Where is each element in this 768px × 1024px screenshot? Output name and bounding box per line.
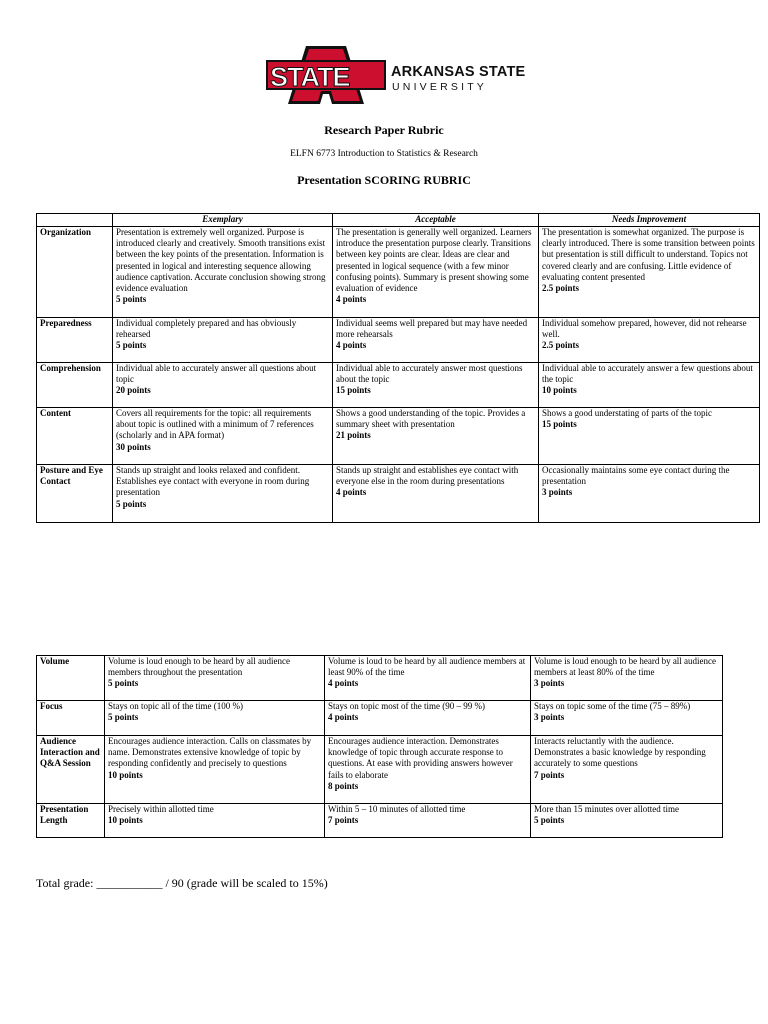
rating-points: 21 points bbox=[336, 430, 371, 441]
rating-points: 5 points bbox=[116, 498, 147, 509]
rating-description: Precisely within allotted time bbox=[108, 804, 214, 814]
criterion-presentation-length: Presentation Length bbox=[37, 804, 105, 838]
rating-points: 5 points bbox=[108, 712, 139, 723]
rating-points: 20 points bbox=[116, 385, 151, 396]
rating-description: Individual able to accurately answer a few questions about the topic bbox=[542, 363, 753, 385]
rating-cell bbox=[325, 804, 531, 838]
rating-points: 10 points bbox=[542, 385, 577, 396]
rating-points: 8 points bbox=[328, 780, 359, 791]
rating-cell bbox=[333, 408, 539, 465]
rating-description: Individual able to accurately answer all questions about topic bbox=[116, 363, 317, 385]
rating-points: 4 points bbox=[328, 712, 359, 723]
table-row bbox=[37, 465, 760, 523]
rating-points: 3 points bbox=[542, 487, 573, 498]
rating-description: Encourages audience interaction. Calls on classmates by name. Demonstrates extensive knowledge of topic by responding confidently and precisely to questions bbox=[108, 736, 312, 769]
table-row bbox=[37, 804, 723, 838]
rating-points: 10 points bbox=[108, 769, 143, 780]
rating-description: Volume is loud to be heard by all audience members at least 90% of the time bbox=[328, 656, 526, 678]
rating-cell bbox=[325, 656, 531, 701]
rating-points: 4 points bbox=[336, 487, 367, 498]
rating-cell bbox=[113, 363, 333, 408]
rating-cell bbox=[113, 408, 333, 465]
rating-description: Stands up straight and looks relaxed and confident. Establishes eye contact with everyone in room during presentation bbox=[116, 465, 310, 498]
header-exemplary: Exemplary bbox=[113, 214, 333, 227]
rating-description: Volume is loud enough to be heard by all audience members throughout the presentation bbox=[108, 656, 291, 678]
rating-description: Occasionally maintains some eye contact during the presentation bbox=[542, 465, 730, 487]
course-title: ELFN 6773 Introduction to Statistics & Research bbox=[290, 149, 478, 159]
table-row bbox=[37, 408, 760, 465]
rating-cell bbox=[539, 227, 760, 318]
rating-cell bbox=[325, 736, 531, 804]
rating-points: 4 points bbox=[328, 678, 359, 689]
criterion-content: Content bbox=[37, 408, 113, 465]
rating-points: 30 points bbox=[116, 441, 151, 452]
rating-points: 7 points bbox=[534, 769, 565, 780]
rating-description: Individual completely prepared and has obviously rehearsed bbox=[116, 318, 297, 340]
document-title: Research Paper Rubric bbox=[324, 123, 444, 137]
rating-points: 10 points bbox=[108, 815, 143, 826]
rating-description: Volume is loud enough to be heard by all audience members at least 80% of the time bbox=[534, 656, 717, 678]
rating-cell bbox=[105, 701, 325, 736]
rating-cell bbox=[113, 227, 333, 318]
rating-cell bbox=[105, 656, 325, 701]
rating-points: 3 points bbox=[534, 678, 565, 689]
state-wordmark-logo bbox=[266, 44, 386, 106]
rating-points: 15 points bbox=[336, 385, 371, 396]
rating-points: 7 points bbox=[328, 815, 359, 826]
table-row bbox=[37, 227, 760, 318]
university-name: ARKANSAS STATE bbox=[391, 64, 526, 80]
rating-points: 5 points bbox=[116, 340, 147, 351]
rating-points: 3 points bbox=[534, 712, 565, 723]
criterion-volume: Volume bbox=[37, 656, 105, 701]
rating-cell bbox=[539, 318, 760, 363]
criterion-audience-interaction: Audience Interaction and Q&A Session bbox=[37, 736, 105, 804]
table-header-row bbox=[37, 214, 760, 227]
svg-text:STATE: STATE bbox=[270, 62, 350, 92]
rating-points: 4 points bbox=[336, 340, 367, 351]
rating-cell bbox=[105, 736, 325, 804]
rating-description: Stays on topic most of the time (90 – 99 %) bbox=[328, 701, 485, 711]
rating-cell bbox=[531, 736, 723, 804]
rating-description: Shows a good understating of parts of the topic bbox=[542, 408, 712, 418]
criterion-comprehension: Comprehension bbox=[37, 363, 113, 408]
rating-cell bbox=[531, 701, 723, 736]
rating-description: Shows a good understanding of the topic. Provides a summary sheet with presentation bbox=[336, 408, 526, 430]
rating-cell bbox=[113, 465, 333, 523]
criterion-focus: Focus bbox=[37, 701, 105, 736]
rating-description: The presentation is somewhat organized. The purpose is clearly introduced. There is some transition between points but presentation is still difficult to understand. Topics not covered clearly and are confusing. Little evidence of evaluating content presented bbox=[542, 227, 755, 282]
rating-points: 5 points bbox=[116, 294, 147, 305]
rubric-table-main bbox=[36, 213, 760, 523]
table-row bbox=[37, 701, 723, 736]
rating-cell bbox=[333, 318, 539, 363]
rating-cell bbox=[539, 465, 760, 523]
header-empty bbox=[37, 214, 113, 227]
rating-cell bbox=[325, 701, 531, 736]
rating-description: The presentation is generally well organized. Learners introduce the presentation purpose clearly. Transitions between key points are clear. Ideas are clear and presented in logical sequence (with a few minor confusing points). Summary is present showing some evaluation of evidence bbox=[336, 227, 532, 294]
rating-description: Covers all requirements for the topic: all requirements about topic is outlined with a minimum of 7 references (scholarly and in APA format) bbox=[116, 408, 314, 441]
header-needs-improvement: Needs Improvement bbox=[539, 214, 760, 227]
criterion-preparedness: Preparedness bbox=[37, 318, 113, 363]
criterion-posture-eye-contact: Posture and Eye Contact bbox=[37, 465, 113, 523]
rating-cell bbox=[531, 804, 723, 838]
rating-description: Stays on topic all of the time (100 %) bbox=[108, 701, 243, 711]
rating-cell bbox=[113, 318, 333, 363]
rating-description: More than 15 minutes over allotted time bbox=[534, 804, 679, 814]
university-subtitle: UNIVERSITY bbox=[392, 81, 488, 93]
rating-description: Interacts reluctantly with the audience. Demonstrates a basic knowledge by responding accurately to some questions bbox=[534, 736, 706, 769]
rating-description: Encourages audience interaction. Demonstrates knowledge of topic through accurate response to questions. At ease with providing answers however fails to elaborate bbox=[328, 736, 513, 780]
rating-description: Within 5 – 10 minutes of allotted time bbox=[328, 804, 466, 814]
rating-points: 5 points bbox=[534, 815, 565, 826]
rating-cell bbox=[539, 363, 760, 408]
criterion-organization: Organization bbox=[37, 227, 113, 318]
rating-description: Stays on topic some of the time (75 – 89%) bbox=[534, 701, 691, 711]
rating-description: Stands up straight and establishes eye contact with everyone else in the room during presentations bbox=[336, 465, 519, 487]
university-logo bbox=[266, 44, 526, 106]
rating-description: Presentation is extremely well organized. Purpose is introduced clearly and creatively. Smooth transitions exist between the key points of the presentation. Information is presented in logical and interesting sequence allowing audience captivation. Accurate conclusion showing strong evidence evaluation bbox=[116, 227, 326, 294]
rating-points: 2.5 points bbox=[542, 340, 580, 351]
rating-points: 5 points bbox=[108, 678, 139, 689]
rating-cell bbox=[333, 363, 539, 408]
scoring-rubric-title: Presentation SCORING RUBRIC bbox=[297, 173, 471, 187]
rating-cell bbox=[333, 465, 539, 523]
rating-cell bbox=[539, 408, 760, 465]
rubric-table-continued bbox=[36, 655, 723, 838]
rating-cell bbox=[531, 656, 723, 701]
header-acceptable: Acceptable bbox=[333, 214, 539, 227]
total-grade-line: Total grade: ___________ / 90 (grade will be scaled to 15%) bbox=[36, 876, 328, 890]
rating-cell bbox=[105, 804, 325, 838]
rating-cell bbox=[333, 227, 539, 318]
table-row bbox=[37, 656, 723, 701]
table-row bbox=[37, 318, 760, 363]
rating-description: Individual somehow prepared, however, did not rehearse well. bbox=[542, 318, 747, 340]
rating-points: 2.5 points bbox=[542, 283, 580, 294]
rating-description: Individual seems well prepared but may have needed more rehearsals bbox=[336, 318, 528, 340]
table-row bbox=[37, 363, 760, 408]
rating-points: 15 points bbox=[542, 419, 577, 430]
rating-description: Individual able to accurately answer most questions about the topic bbox=[336, 363, 523, 385]
rating-points: 4 points bbox=[336, 294, 367, 305]
table-row bbox=[37, 736, 723, 804]
